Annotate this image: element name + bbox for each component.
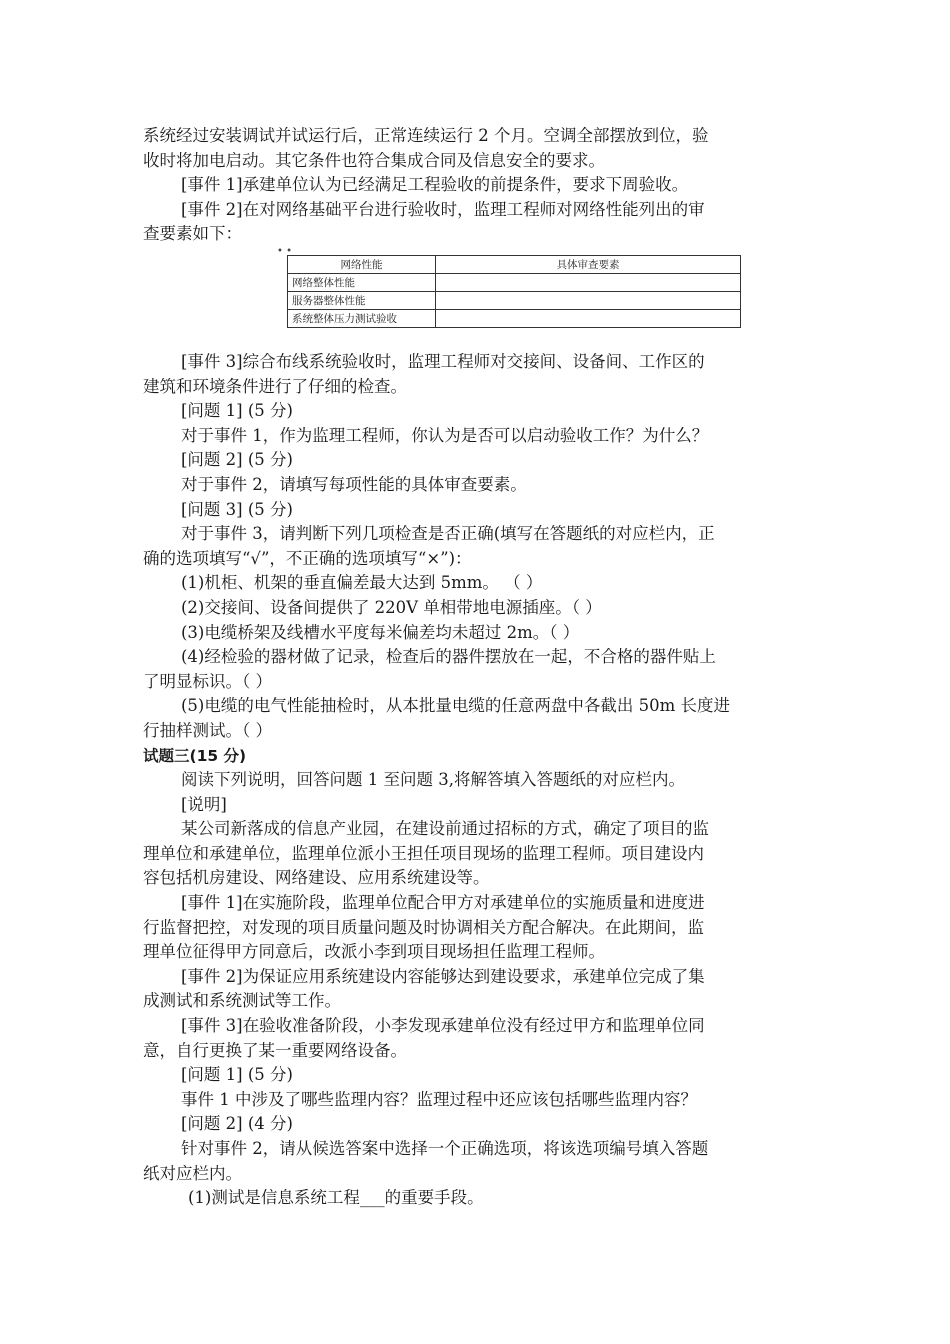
paragraph-line: 理单位征得甲方同意后，改派小李到项目现场担任监理工程师。 [143,942,605,962]
paragraph-line: [事件 2]在对网络基础平台进行验收时，监理工程师对网络性能列出的审 [181,199,705,219]
paragraph-line: 理单位和承建单位，监理单位派小王担任项目现场的监理工程师。项目建设内 [143,843,704,863]
question-heading: [问题 1] (5 分) [181,401,293,421]
question-heading: [问题 3] (5 分) [181,499,293,519]
paragraph-line: 对于事件 1，作为监理工程师，你认为是否可以启动验收工作？为什么？ [181,425,709,445]
paragraph-line: [事件 1]在实施阶段，监理单位配合甲方对承建单位的实施质量和进度进 [181,893,705,913]
table-cell: 服务器整体性能 [288,292,436,310]
table-cell [436,310,741,328]
table-row [288,310,741,328]
paragraph-line: [事件 1]承建单位认为已经满足工程验收的前提条件，要求下周验收。 [181,175,689,195]
paragraph-line: 纸对应栏内。 [143,1163,242,1183]
list-item: (5)电缆的电气性能抽检时，从本批量电缆的任意两盘中各截出 50m 长度进 [181,696,731,716]
paragraph-line: 容包括机房建设、网络建设、应用系统建设等。 [143,868,490,888]
table-cell: 网络整体性能 [288,274,436,292]
question-heading: [问题 2] (4 分) [181,1114,293,1134]
document-page-continued [143,350,805,1211]
paragraph-line: 建筑和环境条件进行了仔细的检查。 [143,376,407,396]
table-row [288,274,741,292]
table-cell: 系统整体压力测试验收 [288,310,436,328]
paragraph-line: [事件 3]综合布线系统验收时，监理工程师对交接间、设备间、工作区的 [181,352,705,371]
list-item: (3)电缆桥架及线槽水平度每米偏差均未超过 2m。（ ） [181,622,580,642]
question-heading: [问题 2] (5 分) [181,450,293,470]
table-header-cell: 网络性能 [288,256,436,274]
table-cell [436,292,741,310]
paragraph-line: 事件 1 中涉及了哪些监理内容？监理过程中还应该包括哪些监理内容？ [181,1089,697,1109]
section-label: [说明] [181,794,227,814]
paragraph-line: [事件 2]为保证应用系统建设内容能够达到建设要求，承建单位完成了集 [181,966,705,986]
list-item: (4)经检验的器材做了记录，检查后的器件摆放在一起，不合格的器件贴上 [181,647,716,667]
list-item: 行抽样测试。（ ） [143,720,272,740]
paragraph-line: 成测试和系统测试等工作。 [143,991,341,1011]
paragraph-line: 系统经过安装调试并试运行后，正常连续运行 2 个月。空调全部摆放到位，验 [143,126,709,145]
paragraph-line: 阅读下列说明，回答问题 1 至问题 3,将解答填入答题纸的对应栏内。 [181,770,685,790]
list-item: (1)机柜、机架的垂直偏差最大达到 5mm。 （ ） [181,573,543,593]
paragraph-line: 意，自行更换了某一重要网络设备。 [143,1040,407,1060]
document-page [143,124,805,247]
paragraph-line: [事件 3]在验收准备阶段，小李发现承建单位没有经过甲方和监理单位同 [181,1016,705,1036]
list-item: (1)测试是信息系统工程___的重要手段。 [188,1188,484,1208]
paragraph-line: 收时将加电启动。其它条件也符合集成合同及信息安全的要求。 [143,150,605,170]
network-review-table [287,255,741,328]
question-heading: [问题 1] (5 分) [181,1065,293,1085]
list-item: 了明显标识。（ ） [143,671,272,691]
list-item: (2)交接间、设备间提供了 220V 单相带地电源插座。（ ） [181,597,602,617]
paragraph-line: 对于事件 2，请填写每项性能的具体审查要素。 [181,474,527,494]
table-header-row [288,256,741,274]
paragraph-line: 行监督把控，对发现的项目质量问题及时协调相关方配合解决。在此期间，监 [143,917,704,937]
table-header-cell: 具体审查要素 [436,256,741,274]
section-title: 试题三(15 分) [143,746,247,765]
table-row [288,292,741,310]
table-cell [436,274,741,292]
paragraph-line: 对于事件 3，请判断下列几项检查是否正确(填写在答题纸的对应栏内，正 [181,524,715,544]
paragraph-line: 针对事件 2，请从候选答案中选择一个正确选项，将该选项编号填入答题 [181,1139,709,1158]
paragraph-line: 确的选项填写“√”，不正确的选项填写“×”)： [143,548,472,568]
scan-mark: • • [277,246,292,257]
paragraph-line: 某公司新落成的信息产业园，在建设前通过招标的方式，确定了项目的监 [181,819,709,839]
paragraph-line: 查要素如下： [143,224,242,244]
